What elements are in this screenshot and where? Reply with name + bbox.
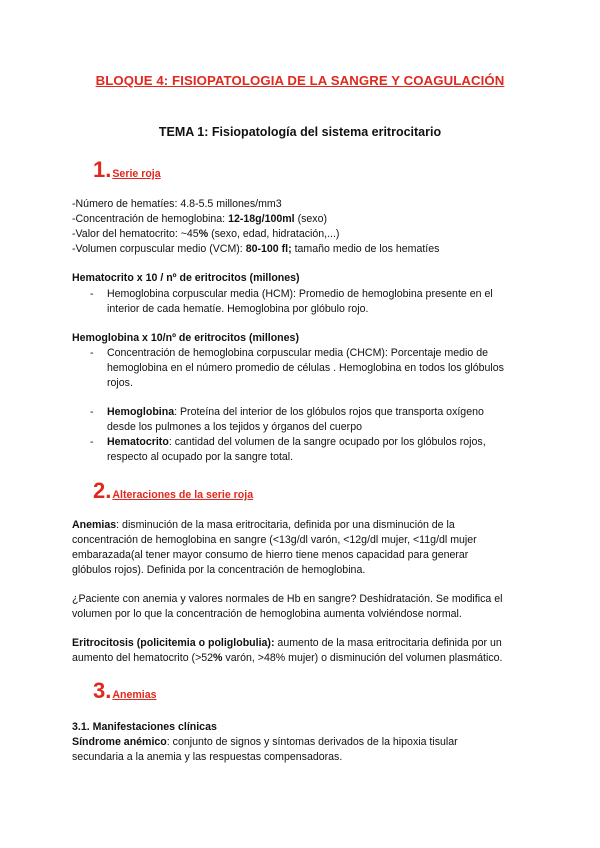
eritrocitosis-def-1: Eritrocitosis (policitemia o poliglobulia): aumento de la masa eritrocitaria definida por un <box>72 637 502 649</box>
hematocrito-def-1: Hematocrito: cantidad del volumen de la sangre ocupado por los glóbulos rojos, <box>107 436 486 448</box>
chcm-heading: Hemoglobina x 10/nº de eritrocitos (millones) <box>72 332 299 344</box>
bullet-dash: - <box>90 288 94 300</box>
hemoglobina-def-2: desde los pulmones a los tejidos y órganos del cuerpo <box>107 421 362 433</box>
section-label: Anemias <box>112 689 157 701</box>
document-title: BLOQUE 4: FISIOPATOLOGIA DE LA SANGRE Y COAGULACIÓN <box>95 73 505 88</box>
anemias-def-1: Anemias: disminución de la masa eritrocitaria, definida por una disminución de la <box>72 519 455 531</box>
section-heading-anemias <box>93 678 157 704</box>
paciente-question-2: volumen por lo que la concentración de hemoglobina aumenta volviéndose normal. <box>72 608 462 620</box>
bullet-dash: - <box>90 406 94 418</box>
chcm-text-2: hemoglobina en el número promedio de células . Hemoglobina en todos los glóbulos <box>107 362 504 374</box>
anemias-def-2: concentración de hemoglobina en sangre (<13g/dl varón, <12g/dl mujer, <11g/dl mujer <box>72 534 477 546</box>
section-label: Alteraciones de la serie roja <box>112 489 254 501</box>
chcm-text-3: rojos. <box>107 377 133 389</box>
section-heading-alteraciones <box>93 478 253 504</box>
hcm-heading: Hematocrito x 10 / nº de eritrocitos (millones) <box>72 272 300 284</box>
sindrome-def-1: Síndrome anémico: conjunto de signos y síntomas derivados de la hipoxia tisular <box>72 736 458 748</box>
hcm-text-1: Hemoglobina corpuscular media (HCM): Promedio de hemoglobina presente en el <box>107 288 493 300</box>
section-number: 3. <box>93 678 112 703</box>
vcm-line: -Volumen corpuscular medio (VCM): 80-100 fl; tamaño medio de los hematíes <box>72 243 440 255</box>
anemias-def-3: embarazada(al tener mayor consumo de hierro tiene menos capacidad para generar <box>72 549 469 561</box>
hematies-line: -Número de hematíes: 4.8-5.5 millones/mm3 <box>72 198 282 210</box>
hematocrito-def-2: respecto al ocupado por la sangre total. <box>107 451 294 463</box>
hematocrito-line: -Valor del hematocrito: ~45% (sexo, edad, hidratación,...) <box>72 228 340 240</box>
hemoglobina-def-1: Hemoglobina: Proteína del interior de los glóbulos rojos que transporta oxígeno <box>107 406 484 418</box>
eritrocitosis-def-2: aumento del hematocrito (>52% varón, >48% mujer) o disminución del volumen plasmático. <box>72 652 503 664</box>
tema-heading: TEMA 1: Fisiopatología del sistema eritrocitario <box>158 125 442 139</box>
sindrome-def-2: secundaria a la anemia y las respuestas compensadoras. <box>72 751 343 763</box>
hcm-text-2: interior de cada hematíe. Hemoglobina por glóbulo rojo. <box>107 303 369 315</box>
bullet-dash: - <box>90 436 94 448</box>
manifestaciones-heading: 3.1. Manifestaciones clínicas <box>72 721 217 733</box>
paciente-question-1: ¿Paciente con anemia y valores normales de Hb en sangre? Deshidratación. Se modifica el <box>72 593 503 605</box>
chcm-text-1: Concentración de hemoglobina corpuscular media (CHCM): Porcentaje medio de <box>107 347 488 359</box>
hemoglobina-line: -Concentración de hemoglobina: 12-18g/100ml (sexo) <box>72 213 328 225</box>
section-heading-serie-roja <box>93 157 161 183</box>
bullet-dash: - <box>90 347 94 359</box>
section-number: 1. <box>93 157 112 182</box>
section-label: Serie roja <box>112 168 161 180</box>
section-number: 2. <box>93 478 112 503</box>
anemias-def-4: glóbulos rojos). Definida por la concentración de hemoglobina. <box>72 564 366 576</box>
